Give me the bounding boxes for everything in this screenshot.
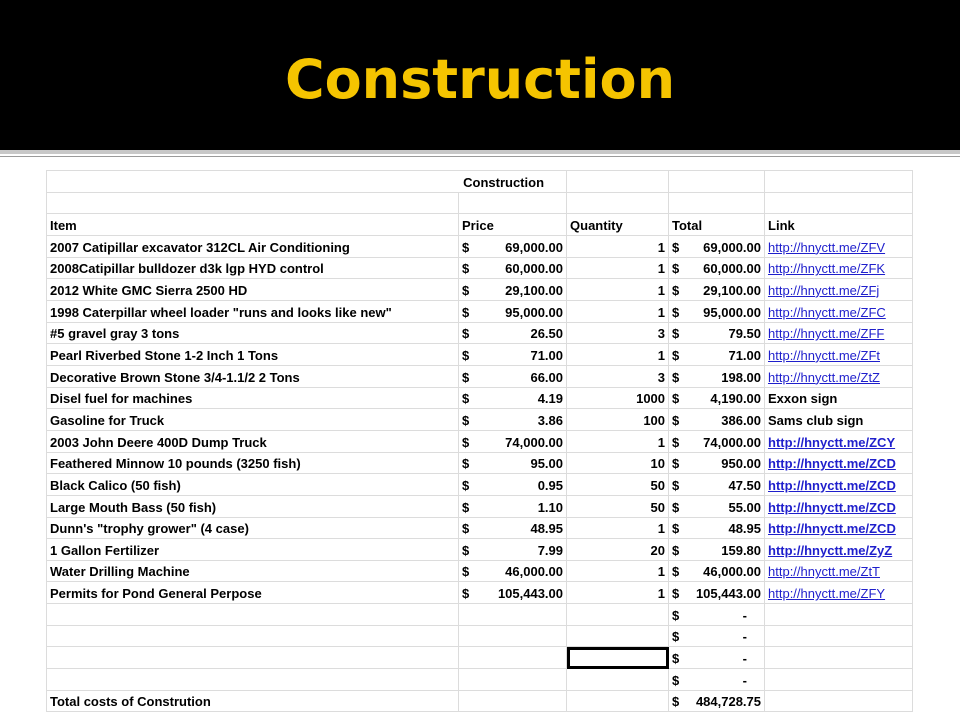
price-cell[interactable] (459, 300, 567, 322)
total-cell[interactable] (669, 647, 765, 669)
currency-symbol: $ (672, 672, 680, 688)
item-cell[interactable]: 2007 Catipillar excavator 312CL Air Conditioning (47, 235, 459, 257)
price-cell-value: 26.50 (530, 326, 564, 342)
table-row (47, 387, 913, 409)
link-cell[interactable] (765, 495, 913, 517)
link-cell[interactable] (765, 474, 913, 496)
currency-symbol: $ (672, 694, 680, 710)
total-cell-value: - (742, 629, 748, 645)
price-cell-money (462, 324, 563, 343)
spreadsheet (46, 170, 912, 710)
item-cell[interactable]: 2008Catipillar bulldozer d3k lgp HYD control (47, 257, 459, 279)
total-cell[interactable] (669, 300, 765, 322)
currency-symbol: $ (672, 347, 680, 363)
quantity-cell[interactable]: 1 (567, 560, 669, 582)
item-cell[interactable]: Pearl Riverbed Stone 1-2 Inch 1 Tons (47, 344, 459, 366)
currency-symbol: $ (462, 239, 470, 255)
quantity-cell[interactable] (567, 625, 669, 647)
currency-symbol: $ (672, 651, 680, 667)
quantity-cell[interactable]: 10 (567, 452, 669, 474)
price-cell-value: 105,443.00 (497, 586, 564, 602)
currency-symbol: $ (462, 347, 470, 363)
link[interactable]: http://hnyctt.me/ZCY (768, 434, 896, 450)
price-cell[interactable] (459, 279, 567, 301)
quantity-cell[interactable]: 50 (567, 474, 669, 496)
total-cell[interactable] (669, 625, 765, 647)
link[interactable]: http://hnyctt.me/ZFY (768, 586, 886, 602)
item-cell[interactable] (47, 604, 459, 626)
currency-symbol: $ (462, 434, 470, 450)
currency-symbol: $ (462, 261, 470, 277)
total-cell-value: 47.50 (728, 477, 762, 493)
table-row (47, 365, 913, 387)
link[interactable]: http://hnyctt.me/ZFV (768, 239, 886, 255)
total-cell-money (672, 259, 761, 278)
total-cell-value: 74,000.00 (703, 434, 762, 450)
empty-row (47, 669, 913, 691)
sheet-caption[interactable]: Construction (47, 171, 567, 193)
empty-row (47, 625, 913, 647)
currency-symbol: $ (672, 629, 680, 645)
currency-symbol: $ (672, 607, 680, 623)
link-cell[interactable] (765, 300, 913, 322)
price-cell[interactable] (459, 690, 567, 712)
link[interactable]: http://hnyctt.me/ZtT (768, 564, 880, 580)
total-cell-money (672, 303, 761, 322)
quantity-cell[interactable]: 1 (567, 582, 669, 604)
total-cell-value: 95,000.00 (703, 304, 762, 320)
quantity-cell[interactable]: 100 (567, 409, 669, 431)
link[interactable]: http://hnyctt.me/ZFC (768, 304, 886, 320)
total-cell-value: 46,000.00 (703, 564, 762, 580)
price-cell-value: 46,000.00 (505, 564, 564, 580)
quantity-cell[interactable]: 1 (567, 517, 669, 539)
total-cell-value: 29,100.00 (703, 282, 762, 298)
table-row (47, 300, 913, 322)
total-cell[interactable] (669, 430, 765, 452)
table-row (47, 560, 913, 582)
grand-total-value: 484,728.75 (695, 694, 762, 710)
price-cell-money (462, 303, 563, 322)
total-cell-value: 386.00 (721, 412, 762, 428)
currency-symbol: $ (672, 499, 680, 515)
link[interactable]: http://hnyctt.me/ZCD (768, 456, 896, 472)
table-row (47, 452, 913, 474)
slide-title-bar (0, 0, 960, 150)
total-cell-value: 198.00 (721, 369, 762, 385)
total-cell-money (672, 281, 761, 300)
grand-total[interactable] (669, 690, 765, 712)
item-cell[interactable] (47, 625, 459, 647)
link-cell[interactable] (765, 430, 913, 452)
item-cell[interactable]: Water Drilling Machine (47, 560, 459, 582)
item-cell[interactable]: Permits for Pond General Perpose (47, 582, 459, 604)
price-cell-value: 1.10 (537, 499, 564, 515)
quantity-cell[interactable]: 50 (567, 495, 669, 517)
item-cell[interactable]: Decorative Brown Stone 3/4-1.1/2 2 Tons (47, 365, 459, 387)
link-cell[interactable] (765, 279, 913, 301)
price-cell-money (462, 562, 563, 581)
total-cell-value: 71.00 (728, 347, 762, 363)
currency-symbol: $ (462, 412, 470, 428)
table-row (47, 582, 913, 604)
link[interactable]: http://hnyctt.me/ZFF (768, 326, 885, 342)
price-cell[interactable] (459, 235, 567, 257)
link-cell[interactable] (765, 452, 913, 474)
header-row (47, 214, 913, 236)
quantity-cell[interactable]: 1 (567, 279, 669, 301)
currency-symbol: $ (462, 586, 470, 602)
price-cell-money (462, 584, 563, 603)
link-cell[interactable] (765, 669, 913, 691)
price-cell-money (462, 476, 563, 495)
table-row (47, 474, 913, 496)
total-cell-money (672, 476, 761, 495)
link-cell[interactable] (765, 582, 913, 604)
total-cell[interactable] (669, 257, 765, 279)
table-row (47, 235, 913, 257)
price-cell[interactable] (459, 430, 567, 452)
total-cell-money (672, 411, 761, 430)
currency-symbol: $ (672, 326, 680, 342)
item-cell[interactable]: Disel fuel for machines (47, 387, 459, 409)
total-row (47, 690, 913, 712)
quantity-cell[interactable]: 3 (567, 365, 669, 387)
price-cell[interactable] (459, 257, 567, 279)
item-cell[interactable]: Feathered Minnow 10 pounds (3250 fish) (47, 452, 459, 474)
quantity-cell[interactable]: 1 (567, 300, 669, 322)
item-cell[interactable]: Black Calico (50 fish) (47, 474, 459, 496)
table-row (47, 279, 913, 301)
link-cell[interactable] (765, 604, 913, 626)
table-row (47, 539, 913, 561)
link-cell[interactable] (765, 365, 913, 387)
price-cell-value: 29,100.00 (505, 282, 564, 298)
link-cell[interactable] (765, 322, 913, 344)
link-cell[interactable] (765, 387, 913, 409)
price-cell[interactable] (459, 560, 567, 582)
price-cell-money (462, 389, 563, 408)
price-cell[interactable] (459, 495, 567, 517)
price-cell[interactable] (459, 517, 567, 539)
item-cell[interactable]: Dunn's "trophy grower" (4 case) (47, 517, 459, 539)
total-cell-value: 55.00 (728, 499, 762, 515)
link-cell[interactable] (765, 647, 913, 669)
currency-symbol: $ (672, 412, 680, 428)
price-cell-money (462, 498, 563, 517)
quantity-cell[interactable]: 1 (567, 257, 669, 279)
currency-symbol: $ (672, 542, 680, 558)
total-cell[interactable] (669, 452, 765, 474)
quantity-cell[interactable]: 1 (567, 344, 669, 366)
currency-symbol: $ (462, 369, 470, 385)
link[interactable]: http://hnyctt.me/ZCD (768, 477, 896, 493)
price-cell-value: 95,000.00 (505, 304, 564, 320)
link-cell[interactable] (765, 539, 913, 561)
currency-symbol: $ (672, 434, 680, 450)
link[interactable]: http://hnyctt.me/ZCD (768, 499, 896, 515)
quantity-cell[interactable]: 1000 (567, 387, 669, 409)
total-cell-money (672, 541, 761, 560)
caption-row (47, 171, 913, 193)
price-cell-value: 3.86 (537, 412, 564, 428)
price-cell[interactable] (459, 387, 567, 409)
currency-symbol: $ (462, 477, 470, 493)
price-cell-value: 66.00 (530, 369, 564, 385)
price-cell[interactable] (459, 582, 567, 604)
link-cell[interactable] (765, 409, 913, 431)
item-cell[interactable]: 1 Gallon Fertilizer (47, 539, 459, 561)
title-divider (0, 150, 960, 154)
currency-symbol: $ (672, 521, 680, 537)
item-cell[interactable]: 1998 Caterpillar wheel loader "runs and looks like new" (47, 300, 459, 322)
total-cell[interactable] (669, 517, 765, 539)
total-cell[interactable] (669, 604, 765, 626)
item-cell[interactable] (47, 669, 459, 691)
total-cell[interactable] (669, 560, 765, 582)
link-cell[interactable] (765, 625, 913, 647)
selected-cell[interactable] (567, 647, 669, 669)
total-cell-money (672, 498, 761, 517)
currency-symbol: $ (462, 304, 470, 320)
link-cell[interactable] (765, 344, 913, 366)
table-row (47, 495, 913, 517)
total-cell-value: - (742, 651, 748, 667)
price-cell-money (462, 454, 563, 473)
quantity-cell[interactable] (567, 690, 669, 712)
header-link[interactable]: Link (765, 214, 913, 236)
link[interactable]: http://hnyctt.me/ZFj (768, 282, 880, 298)
currency-symbol: $ (462, 326, 470, 342)
slide-title: Construction (284, 48, 676, 111)
link[interactable]: http://hnyctt.me/ZtZ (768, 369, 880, 385)
header-price[interactable]: Price (459, 214, 567, 236)
header-total[interactable]: Total (669, 214, 765, 236)
currency-symbol: $ (462, 499, 470, 515)
price-cell-money (462, 433, 563, 452)
currency-symbol: $ (672, 282, 680, 298)
price-cell[interactable] (459, 625, 567, 647)
total-cell[interactable] (669, 387, 765, 409)
price-cell-value: 7.99 (537, 542, 564, 558)
blank-row (47, 192, 913, 214)
total-cell[interactable] (669, 279, 765, 301)
quantity-cell[interactable]: 20 (567, 539, 669, 561)
quantity-cell[interactable]: 1 (567, 235, 669, 257)
total-cell[interactable] (669, 409, 765, 431)
total-cell-money (672, 389, 761, 408)
link[interactable]: http://hnyctt.me/ZyZ (768, 542, 893, 558)
total-cell-money (672, 649, 761, 668)
link-note: Sams club sign (768, 412, 864, 428)
total-cell-money (672, 584, 761, 603)
total-cell-money (672, 324, 761, 343)
link-note: Exxon sign (768, 391, 838, 407)
empty-row (47, 647, 913, 669)
currency-symbol: $ (672, 456, 680, 472)
header-quantity[interactable]: Quantity (567, 214, 669, 236)
total-cell-value: 159.80 (721, 542, 762, 558)
total-cell-money (672, 238, 761, 257)
currency-symbol: $ (672, 391, 680, 407)
total-cell[interactable] (669, 539, 765, 561)
total-cell-money (672, 433, 761, 452)
price-cell-money (462, 281, 563, 300)
price-cell[interactable] (459, 647, 567, 669)
price-cell-value: 71.00 (530, 347, 564, 363)
currency-symbol: $ (672, 304, 680, 320)
link[interactable]: http://hnyctt.me/ZFK (768, 261, 886, 277)
price-cell-value: 4.19 (537, 391, 564, 407)
table-row (47, 344, 913, 366)
price-cell[interactable] (459, 409, 567, 431)
total-cell[interactable] (669, 365, 765, 387)
table-row (47, 257, 913, 279)
currency-symbol: $ (672, 369, 680, 385)
table-row (47, 430, 913, 452)
grand-total-money (672, 692, 761, 711)
title-divider-thin (0, 156, 960, 157)
currency-symbol: $ (672, 586, 680, 602)
total-cell-value: 79.50 (728, 326, 762, 342)
total-cell-money (672, 454, 761, 473)
currency-symbol: $ (462, 456, 470, 472)
price-cell[interactable] (459, 322, 567, 344)
price-cell-money (462, 346, 563, 365)
link[interactable]: http://hnyctt.me/ZFt (768, 347, 880, 363)
price-cell[interactable] (459, 365, 567, 387)
price-cell-money (462, 411, 563, 430)
empty-row (47, 604, 913, 626)
currency-symbol: $ (672, 239, 680, 255)
total-cell[interactable] (669, 474, 765, 496)
total-cell-money (672, 606, 761, 625)
total-cell-value: 105,443.00 (695, 586, 762, 602)
total-cell-money (672, 368, 761, 387)
cost-table (46, 170, 913, 712)
price-cell-value: 0.95 (537, 477, 564, 493)
total-cell-value: 950.00 (721, 456, 762, 472)
currency-symbol: $ (462, 542, 470, 558)
total-cell-value: - (742, 672, 748, 688)
item-cell[interactable]: 2003 John Deere 400D Dump Truck (47, 430, 459, 452)
total-cell-money (672, 562, 761, 581)
total-cell-money (672, 519, 761, 538)
total-cell[interactable] (669, 322, 765, 344)
total-cell-value: 4,190.00 (710, 391, 762, 407)
price-cell[interactable] (459, 539, 567, 561)
fill-handle[interactable] (666, 666, 669, 669)
price-cell-money (462, 519, 563, 538)
link-cell[interactable] (765, 257, 913, 279)
table-row (47, 322, 913, 344)
price-cell-value: 69,000.00 (505, 239, 564, 255)
currency-symbol: $ (462, 282, 470, 298)
quantity-cell[interactable]: 3 (567, 322, 669, 344)
total-cell[interactable] (669, 582, 765, 604)
total-cell-value: - (742, 607, 748, 623)
total-cell-money (672, 671, 761, 690)
link-cell[interactable] (765, 235, 913, 257)
currency-symbol: $ (462, 564, 470, 580)
price-cell[interactable] (459, 669, 567, 691)
total-cell-value: 69,000.00 (703, 239, 762, 255)
currency-symbol: $ (462, 391, 470, 407)
total-cell-value: 60,000.00 (703, 261, 762, 277)
total-cell-value: 48.95 (728, 521, 762, 537)
total-cell[interactable] (669, 344, 765, 366)
price-cell-money (462, 368, 563, 387)
price-cell-value: 60,000.00 (505, 261, 564, 277)
total-cell[interactable] (669, 235, 765, 257)
total-cell[interactable] (669, 669, 765, 691)
header-item[interactable]: Item (47, 214, 459, 236)
price-cell-money (462, 238, 563, 257)
total-label[interactable]: Total costs of Constrution (47, 690, 459, 712)
total-cell-money (672, 346, 761, 365)
table-row (47, 409, 913, 431)
price-cell-money (462, 259, 563, 278)
currency-symbol: $ (672, 564, 680, 580)
currency-symbol: $ (672, 261, 680, 277)
currency-symbol: $ (462, 521, 470, 537)
link-cell[interactable] (765, 560, 913, 582)
total-cell[interactable] (669, 495, 765, 517)
quantity-cell[interactable] (567, 604, 669, 626)
price-cell-value: 95.00 (530, 456, 564, 472)
quantity-cell[interactable] (567, 669, 669, 691)
item-cell[interactable]: Large Mouth Bass (50 fish) (47, 495, 459, 517)
quantity-cell[interactable]: 1 (567, 430, 669, 452)
item-cell[interactable]: 2012 White GMC Sierra 2500 HD (47, 279, 459, 301)
price-cell-value: 74,000.00 (505, 434, 564, 450)
price-cell[interactable] (459, 604, 567, 626)
link-cell[interactable] (765, 690, 913, 712)
total-cell-money (672, 627, 761, 646)
currency-symbol: $ (672, 477, 680, 493)
price-cell[interactable] (459, 452, 567, 474)
item-cell[interactable]: #5 gravel gray 3 tons (47, 322, 459, 344)
table-row (47, 517, 913, 539)
link[interactable]: http://hnyctt.me/ZCD (768, 521, 896, 537)
item-cell[interactable]: Gasoline for Truck (47, 409, 459, 431)
price-cell-value: 48.95 (530, 521, 564, 537)
price-cell-money (462, 541, 563, 560)
price-cell[interactable] (459, 344, 567, 366)
price-cell[interactable] (459, 474, 567, 496)
item-cell[interactable] (47, 647, 459, 669)
link-cell[interactable] (765, 517, 913, 539)
